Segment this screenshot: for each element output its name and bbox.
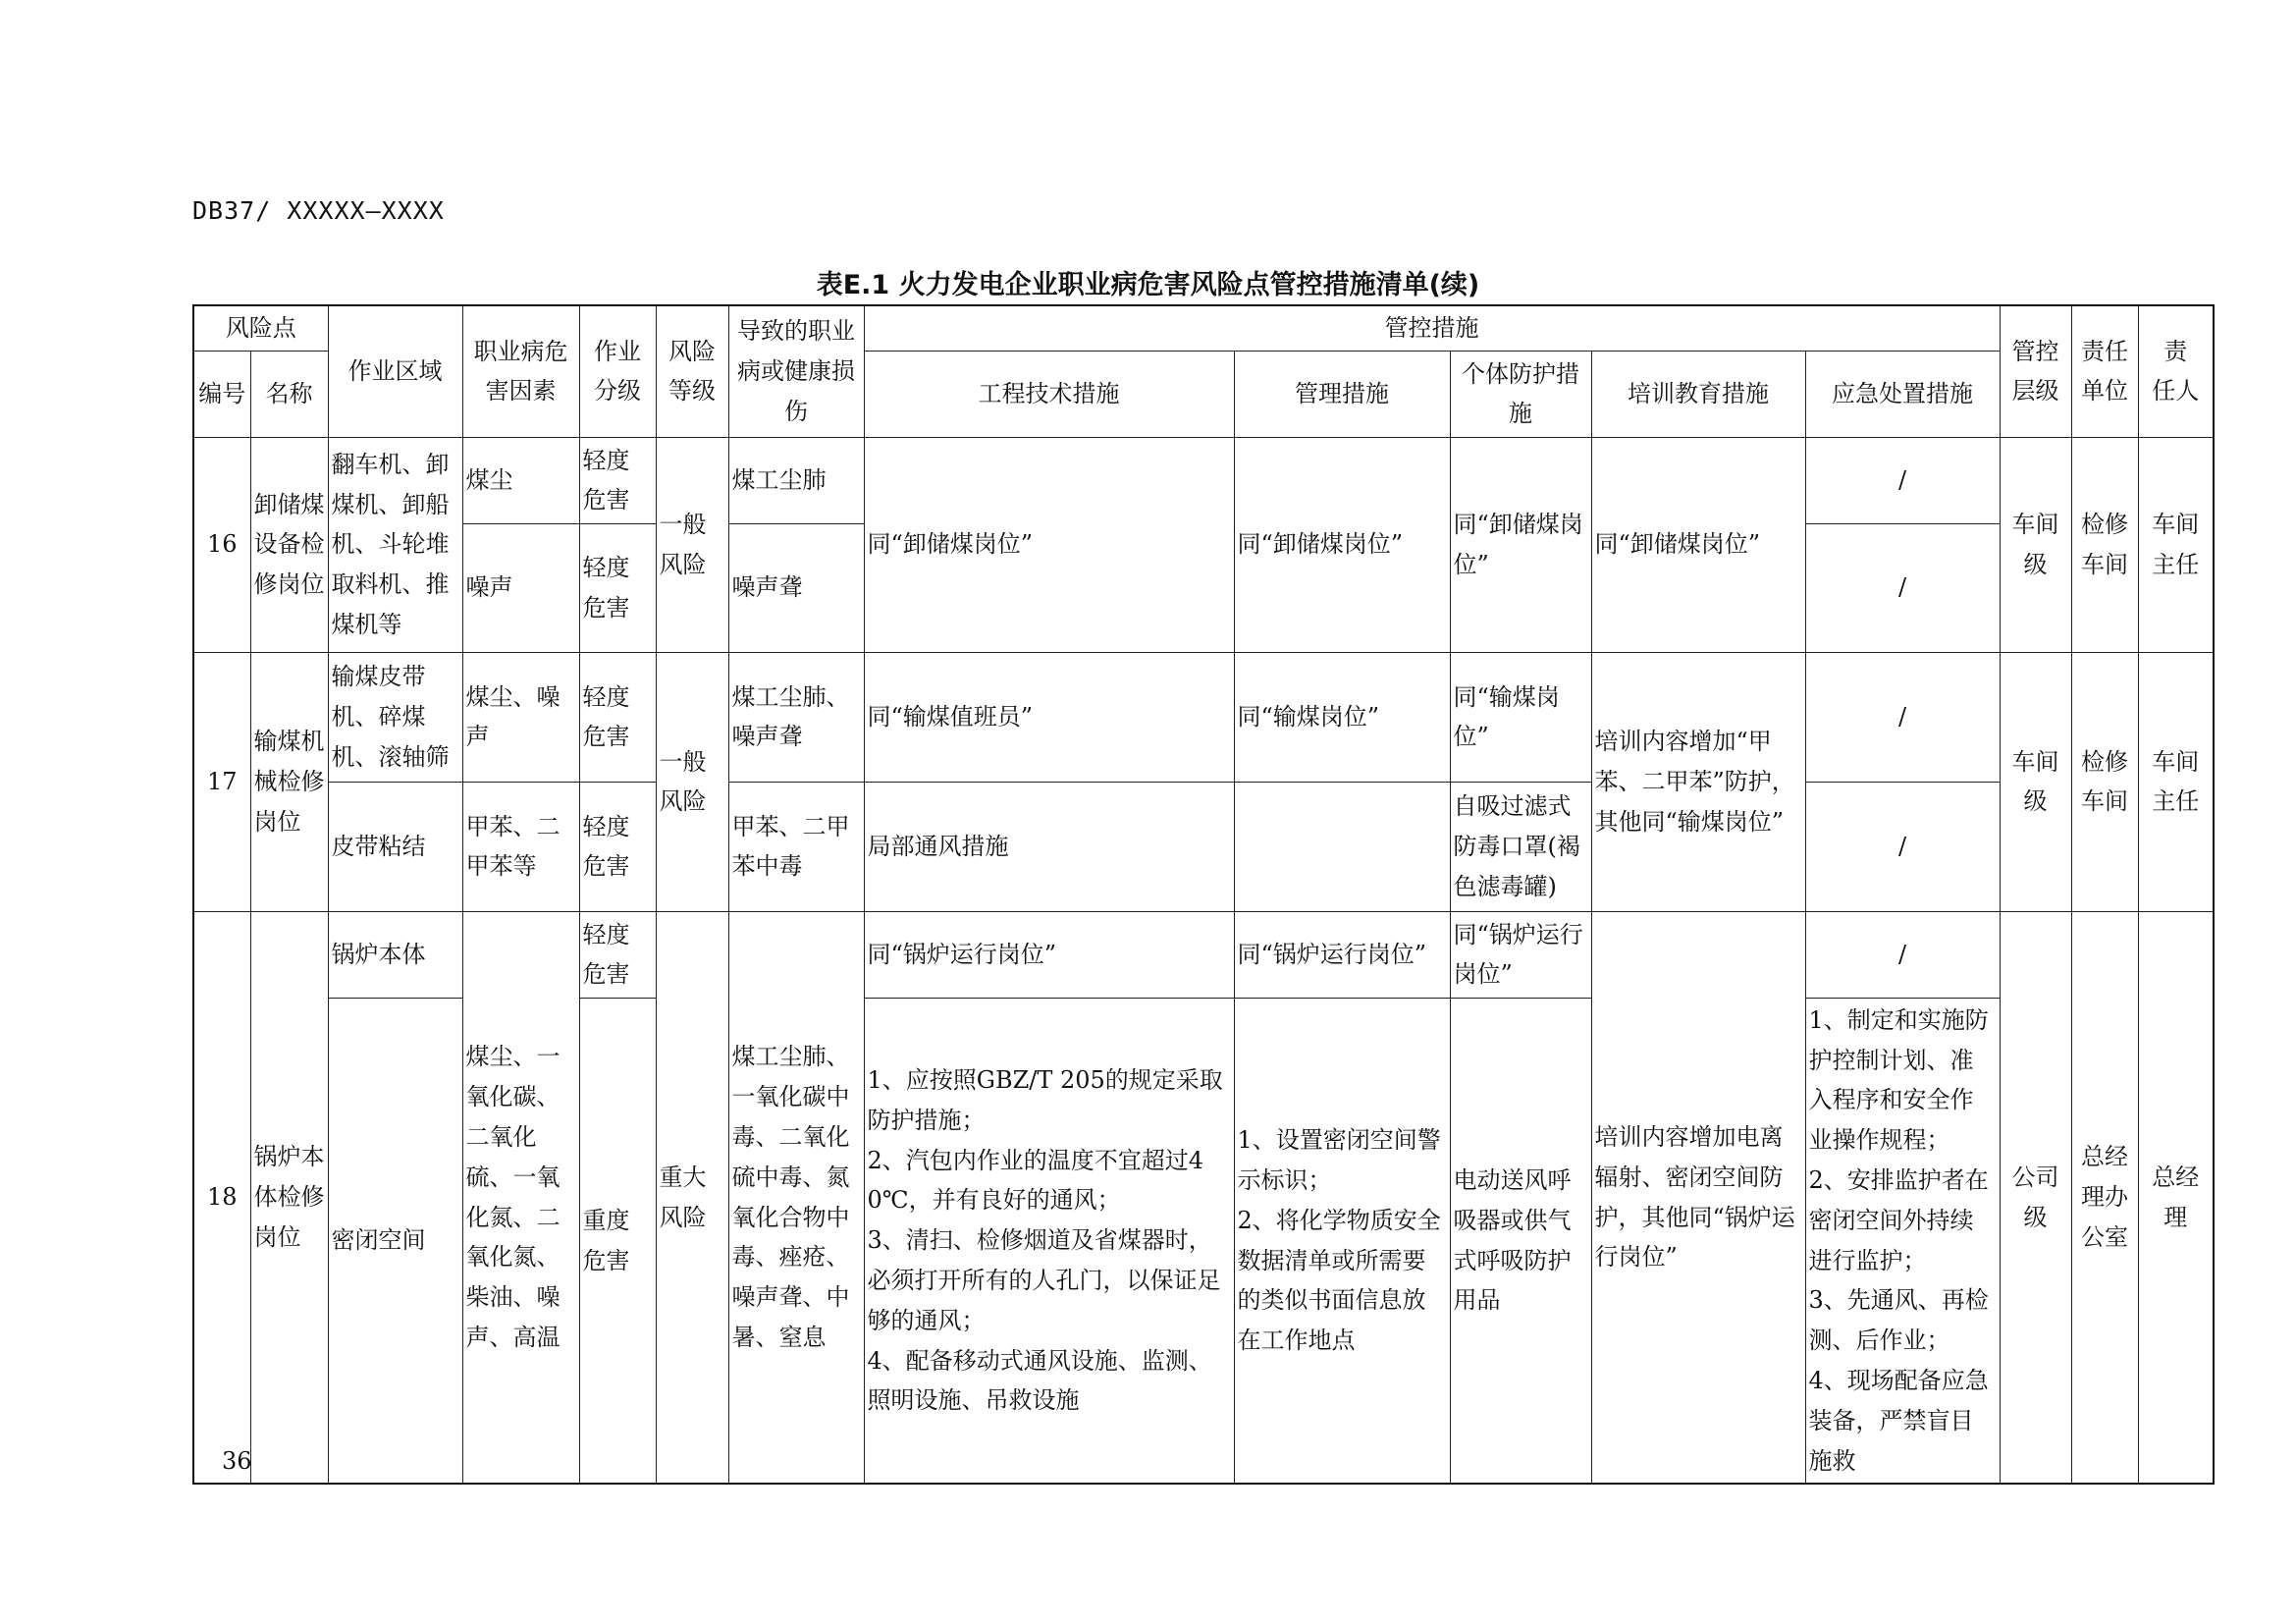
row18-emergency-b [1805, 998, 2000, 1484]
header-ppe: 个体防护措 施 [1450, 351, 1591, 437]
row18-engineering-b [864, 998, 1234, 1484]
header-name: 名称 [250, 351, 328, 437]
row18-area-b: 密闭空间 [328, 998, 462, 1484]
page-number: 36 [222, 1447, 252, 1475]
row18-ppe-a: 同“锅炉运行岗位” [1450, 911, 1591, 998]
row17-risk: 一般风险 [656, 652, 728, 911]
row17-factor-a: 煤尘、噪声 [462, 652, 579, 782]
row16-management: 同“卸储煤岗位” [1234, 437, 1450, 652]
header-resp-person: 责 任人 [2138, 305, 2214, 437]
row17-emergency-a: / [1805, 652, 2000, 782]
header-emergency: 应急处置措施 [1805, 351, 2000, 437]
row18-engineering-item: 2、汽包内作业的温度不宜超过40℃，并有良好的通风； [867, 1146, 1204, 1215]
header-no: 编号 [193, 351, 250, 437]
row17-no: 17 [193, 652, 250, 911]
row18-no: 18 [193, 911, 250, 1484]
row16-emergency-b: / [1805, 523, 2000, 652]
row18-ppe-b: 电动送风呼吸器或供气式呼吸防护用品 [1450, 998, 1591, 1484]
row16-unit: 检修车间 [2071, 437, 2138, 652]
row16-disease-a: 煤工尘肺 [728, 437, 864, 523]
row17-person: 车间主任 [2138, 652, 2214, 911]
row18-emergency-item: 3、先通风、再检测、后作业； [1808, 1286, 1989, 1355]
row17-ppe-b: 自吸过滤式防毒口罩(褐色滤毒罐) [1450, 782, 1591, 911]
row17-grade-b: 轻度危害 [579, 782, 656, 911]
row18-factor: 煤尘、一氧化碳、二氧化硫、一氧化氮、二氧化氮、柴油、噪声、高温 [462, 911, 579, 1484]
row17-disease-a: 煤工尘肺、噪声聋 [728, 652, 864, 782]
row18-grade-a: 轻度危害 [579, 911, 656, 998]
header-hazard-factor: 职业病危害因素 [462, 305, 579, 437]
row17-training: 培训内容增加“甲苯、二甲苯”防护，其他同“输煤岗位” [1591, 652, 1805, 911]
row18-engineering-item: 4、配备移动式通风设施、监测、照明设施、吊救设施 [867, 1346, 1212, 1415]
row16-factor-a: 煤尘 [462, 437, 579, 523]
row16-training: 同“卸储煤岗位” [1591, 437, 1805, 652]
row18-disease: 煤工尘肺、一氧化碳中毒、二氧化硫中毒、氮氧化合物中毒、痤疮、噪声聋、中暑、窒息 [728, 911, 864, 1484]
row18-engineering-item: 3、清扫、检修烟道及省煤器时，必须打开所有的人孔门，以保证足够的通风； [867, 1226, 1221, 1334]
row16-no: 16 [193, 437, 250, 652]
row17-management-b [1234, 782, 1450, 911]
header-training: 培训教育措施 [1591, 351, 1805, 437]
header-disease: 导致的职业病或健康损伤 [728, 305, 864, 437]
row18-unit: 总经理办公室 [2071, 911, 2138, 1484]
row16-risk: 一般风险 [656, 437, 728, 652]
row16-emergency-a: / [1805, 437, 2000, 523]
row18-management-a: 同“锅炉运行岗位” [1234, 911, 1450, 998]
header-control-measures: 管控措施 [864, 305, 2000, 351]
row17-disease-b: 甲苯、二甲苯中毒 [728, 782, 864, 911]
row17-factor-b: 甲苯、二甲苯等 [462, 782, 579, 911]
row18-emergency-a: / [1805, 911, 2000, 998]
row18-area-a: 锅炉本体 [328, 911, 462, 998]
row18-emergency-item: 4、现场配备应急装备，严禁盲目施救 [1808, 1366, 1989, 1475]
row16-engineering: 同“卸储煤岗位” [864, 437, 1234, 652]
row16-area: 翻车机、卸煤机、卸船机、斗轮堆取料机、推煤机等 [328, 437, 462, 652]
row16-grade-b: 轻度危害 [579, 523, 656, 652]
row17-ppe-a: 同“输煤岗位” [1450, 652, 1591, 782]
header-management: 管理措施 [1234, 351, 1450, 437]
row16-factor-b: 噪声 [462, 523, 579, 652]
row18-name: 锅炉本体检修岗位 [250, 911, 328, 1484]
row18-engineering-a: 同“锅炉运行岗位” [864, 911, 1234, 998]
row17-engineering-b: 局部通风措施 [864, 782, 1234, 911]
row18-management-item: 2、将化学物质安全数据清单或所需要的类似书面信息放在工作地点 [1237, 1206, 1441, 1355]
row17-management-a: 同“输煤岗位” [1234, 652, 1450, 782]
row16-person: 车间主任 [2138, 437, 2214, 652]
row17-area-a: 输煤皮带机、碎煤机、滚轴筛 [328, 652, 462, 782]
header-engineering: 工程技术措施 [864, 351, 1234, 437]
table-title: 表E.1 火力发电企业职业病危害风险点管控措施清单(续) [816, 270, 1480, 300]
row18-emergency-item: 1、制定和实施防护控制计划、准入程序和安全作业操作规程； [1808, 1005, 1989, 1155]
row18-emergency-item: 2、安排监护者在密闭空间外持续进行监护； [1808, 1165, 1989, 1274]
row18-management-item: 1、设置密闭空间警示标识； [1237, 1126, 1441, 1194]
row16-name: 卸储煤设备检修岗位 [250, 437, 328, 652]
header-work-area: 作业区域 [328, 305, 462, 437]
row16-level: 车间级 [2000, 437, 2071, 652]
row17-engineering-a: 同“输煤值班员” [864, 652, 1234, 782]
header-risk-level: 风险等级 [656, 305, 728, 437]
document-code: DB37/ XXXXX—XXXX [192, 196, 445, 225]
header-risk-point: 风险点 [193, 305, 328, 351]
row18-grade-b: 重度危害 [579, 998, 656, 1484]
row17-level: 车间级 [2000, 652, 2071, 911]
row16-disease-b: 噪声聋 [728, 523, 864, 652]
header-control-level: 管控层级 [2000, 305, 2071, 437]
row17-unit: 检修车间 [2071, 652, 2138, 911]
row18-person: 总经理 [2138, 911, 2214, 1484]
row18-level: 公司级 [2000, 911, 2071, 1484]
row16-ppe: 同“卸储煤岗位” [1450, 437, 1591, 652]
row18-engineering-item: 1、应按照GBZ/T 205的规定采取防护措施； [867, 1065, 1223, 1134]
row17-name: 输煤机械检修岗位 [250, 652, 328, 911]
row17-grade-a: 轻度危害 [579, 652, 656, 782]
header-resp-unit: 责任单位 [2071, 305, 2138, 437]
row18-management-b [1234, 998, 1450, 1484]
row17-emergency-b: / [1805, 782, 2000, 911]
risk-control-table [192, 304, 2215, 1485]
header-work-grade: 作业分级 [579, 305, 656, 437]
row17-area-b: 皮带粘结 [328, 782, 462, 911]
row18-training: 培训内容增加电离辐射、密闭空间防护，其他同“锅炉运行岗位” [1591, 911, 1805, 1484]
row16-grade-a: 轻度危害 [579, 437, 656, 523]
row18-risk: 重大风险 [656, 911, 728, 1484]
